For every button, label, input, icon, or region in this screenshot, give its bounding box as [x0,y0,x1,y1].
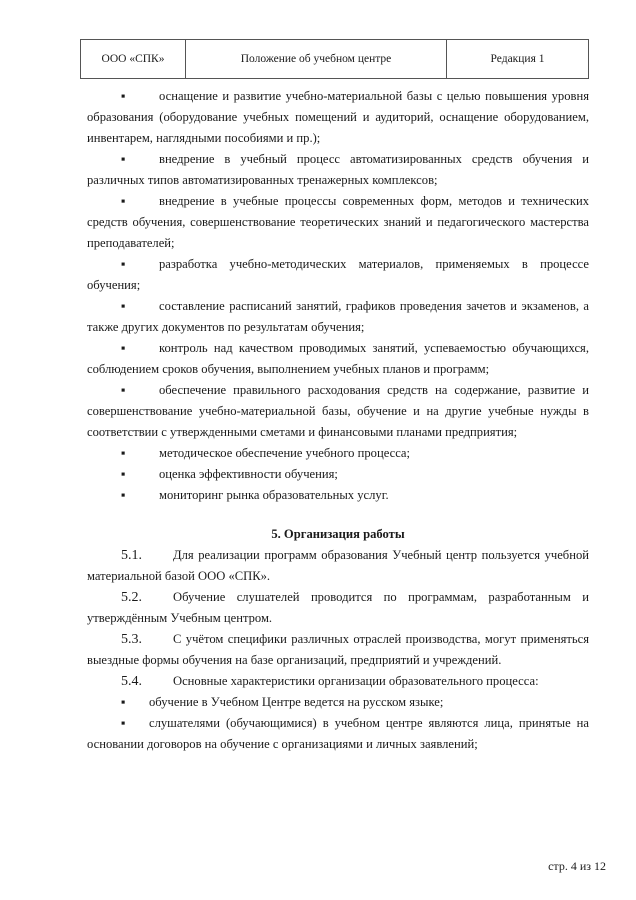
header-revision: Редакция 1 [447,40,589,79]
bullet-icon: ▪ [121,446,126,460]
paragraph-number: 5.1. [121,548,142,563]
numbered-paragraph: 5.3. С учётом специфики различных отраслей производства, могут применяться выездные формы обучения на базе организаций, предприятий и учреждений. [87,629,589,671]
paragraph-number: 5.3. [121,632,142,647]
bullet-icon: ▪ [121,467,126,481]
numbered-paragraph: 5.4. Основные характеристики организации образовательного процесса: [87,671,589,692]
header-document-title: Положение об учебном центре [186,40,447,79]
section-heading: 5. Организация работы [271,527,405,541]
list-item: ▪ составление расписаний занятий, графиков проведения зачетов и экзаменов, а также других документов по результатам обучения; [87,296,589,338]
bullet-icon: ▪ [121,341,126,355]
bullet-icon: ▪ [121,257,126,271]
bullet-icon: ▪ [121,716,126,730]
list-item: ▪ внедрение в учебные процессы современных форм, методов и технических средств обучения, совершенствование теоретических знаний и педагогического мастерства преподавателей; [87,191,589,254]
bullet-icon: ▪ [121,194,126,208]
bullet-icon: ▪ [121,152,126,166]
list-item: ▪ оснащение и развитие учебно-материальной базы с целью повышения уровня образования (оборудование учебных помещений и аудиторий, оснащение оборудованием, инвентарем, наглядными пособиями и пр.); [87,86,589,149]
bullet-icon: ▪ [121,299,126,313]
bullet-icon: ▪ [121,488,126,502]
bullet-icon: ▪ [121,89,126,103]
paragraph-number: 5.2. [121,590,142,605]
list-item: ▪ методическое обеспечение учебного процесса; [87,443,589,464]
bullet-icon: ▪ [121,695,126,709]
numbered-paragraph: 5.1. Для реализации программ образования Учебный центр пользуется учебной материальной базой ООО «СПК». [87,545,589,587]
list-item: ▪ слушателями (обучающимися) в учебном центре являются лица, принятые на основании договоров на обучение с организациями и личных заявлений; [87,713,589,755]
list-item: ▪ контроль над качеством проводимых занятий, успеваемостью обучающихся, соблюдением сроков обучения, выполнением учебных планов и программ; [87,338,589,380]
document-body [87,86,589,755]
document-header-table [80,39,589,79]
bullet-icon: ▪ [121,383,126,397]
paragraph-number: 5.4. [121,674,142,689]
list-item: ▪ внедрение в учебный процесс автоматизированных средств обучения и различных типов автоматизированных тренажерных комплексов; [87,149,589,191]
header-organization: ООО «СПК» [81,40,186,79]
list-item: ▪ обеспечение правильного расходования средств на содержание, развитие и совершенствование учебно-материальной базы, обучение и на другие учебные нужды в соответствии с утвержденными сметами и финансовыми планами предприятия; [87,380,589,443]
list-item: ▪ разработка учебно-методических материалов, применяемых в процессе обучения; [87,254,589,296]
numbered-paragraph: 5.2. Обучение слушателей проводится по программам, разработанным и утверждённым Учебным центром. [87,587,589,629]
page-number: стр. 4 из 12 [548,859,606,873]
list-item: ▪ оценка эффективности обучения; [87,464,589,485]
list-item: ▪ мониторинг рынка образовательных услуг. [87,485,589,506]
list-item: ▪ обучение в Учебном Центре ведется на русском языке; [87,692,589,713]
